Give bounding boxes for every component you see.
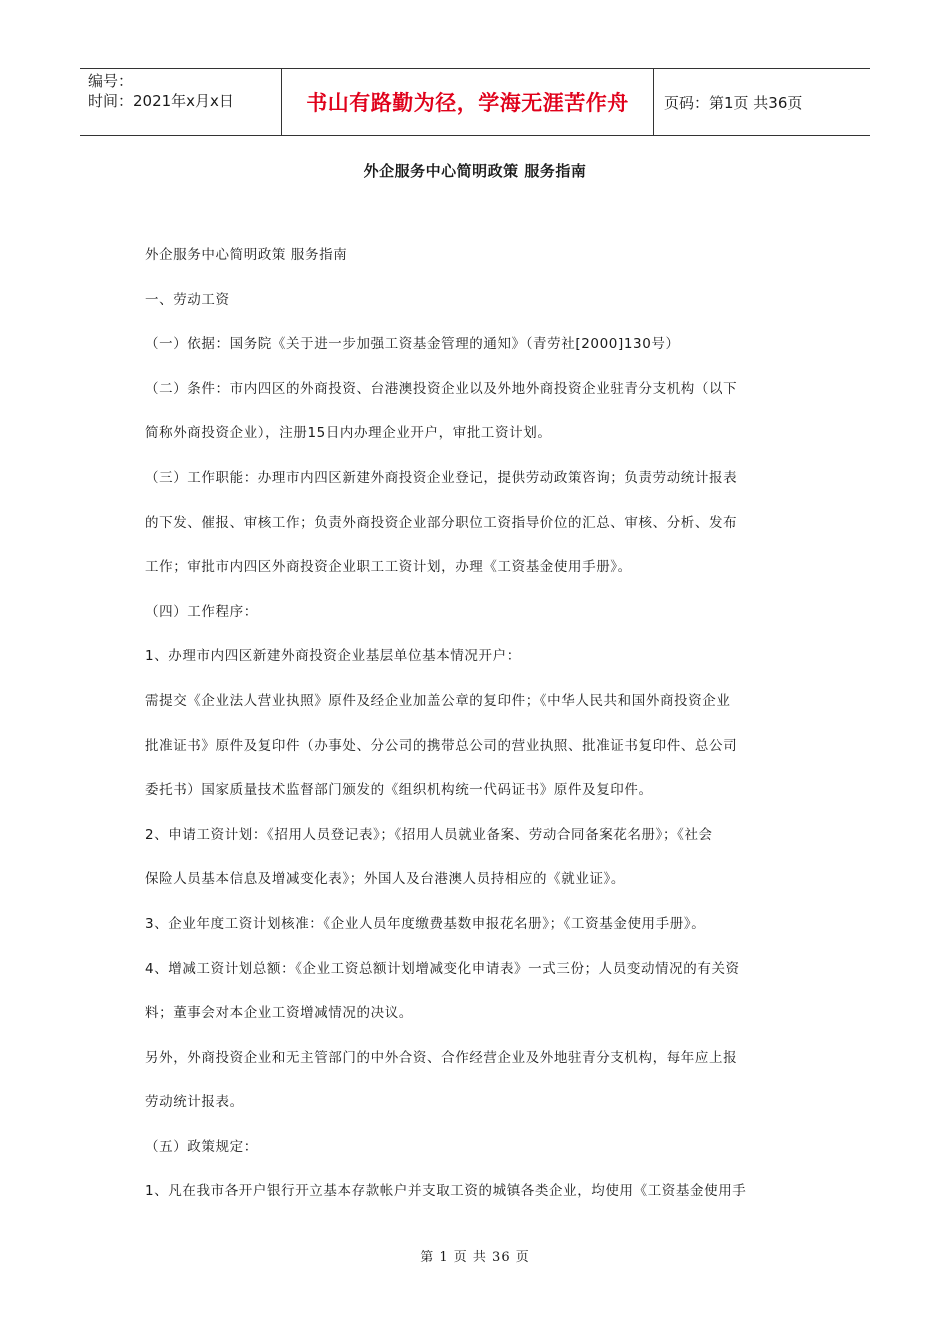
body-line: 料；董事会对本企业工资增减情况的决议。	[145, 1005, 413, 1022]
body-line: （四）工作程序：	[145, 603, 258, 620]
header-page-info: 页码：第1页 共36页	[664, 93, 803, 112]
body-line: 的下发、催报、审核工作；负责外商投资企业部分职位工资指导价位的汇总、审核、分析、发布	[145, 514, 738, 531]
page-header	[80, 68, 870, 136]
body-line: 1、办理市内四区新建外商投资企业基层单位基本情况开户：	[145, 648, 521, 665]
body-line: 工作；审批市内四区外商投资企业职工工资计划，办理《工资基金使用手册》。	[145, 559, 632, 576]
body-line: （三）工作职能：办理市内四区新建外商投资企业登记，提供劳动政策咨询；负责劳动统计报表	[145, 469, 738, 486]
body-line: 1、凡在我市各开户银行开立基本存款帐户并支取工资的城镇各类企业，均使用《工资基金使用手	[145, 1183, 747, 1200]
body-line: 另外，外商投资企业和无主管部门的中外合资、合作经营企业及外地驻青分支机构，每年应上报	[145, 1049, 738, 1066]
body-line: （二）条件：市内四区的外商投资、台港澳投资企业以及外地外商投资企业驻青分支机构（以下	[145, 380, 738, 397]
body-line: 简称外商投资企业），注册15日内办理企业开户，审批工资计划。	[145, 425, 552, 442]
document-time-label: 时间：2021年x月x日	[88, 92, 234, 110]
document-body	[145, 233, 810, 1214]
document-number-label: 编号：	[88, 72, 134, 90]
body-line: （一）依据：国务院《关于进一步加强工资基金管理的通知》（青劳社[2000]130号）	[145, 336, 680, 353]
body-line: 外企服务中心简明政策 服务指南	[145, 247, 348, 263]
body-line: 委托书）国家质量技术监督部门颁发的《组织机构统一代码证书》原件及复印件。	[145, 782, 653, 799]
body-line: 劳动统计报表。	[145, 1094, 244, 1111]
page-footer-number: 第 1 页 共 36 页	[420, 1250, 530, 1265]
header-meta	[80, 69, 281, 135]
body-line: 批准证书》原件及复印件（办事处、分公司的携带总公司的营业执照、批准证书复印件、总公司	[145, 737, 738, 754]
header-motto: 书山有路勤为径，学海无涯苦作舟	[281, 69, 654, 135]
body-line: 2、申请工资计划：《招用人员登记表》；《招用人员就业备案、劳动合同备案花名册》；《社会	[145, 826, 713, 843]
body-line: 4、增减工资计划总额：《企业工资总额计划增减变化申请表》一式三份；人员变动情况的有关资	[145, 960, 740, 977]
body-line: 保险人员基本信息及增减变化表》；外国人及台港澳人员持相应的《就业证》。	[145, 871, 625, 888]
body-line: 需提交《企业法人营业执照》原件及经企业加盖公章的复印件；《中华人民共和国外商投资企业	[145, 692, 731, 709]
body-line: （五）政策规定：	[145, 1138, 258, 1155]
body-line: 3、企业年度工资计划核准：《企业人员年度缴费基数申报花名册》；《工资基金使用手册》。	[145, 915, 706, 932]
document-title: 外企服务中心简明政策 服务指南	[363, 162, 587, 180]
body-line: 一、劳动工资	[145, 291, 230, 308]
